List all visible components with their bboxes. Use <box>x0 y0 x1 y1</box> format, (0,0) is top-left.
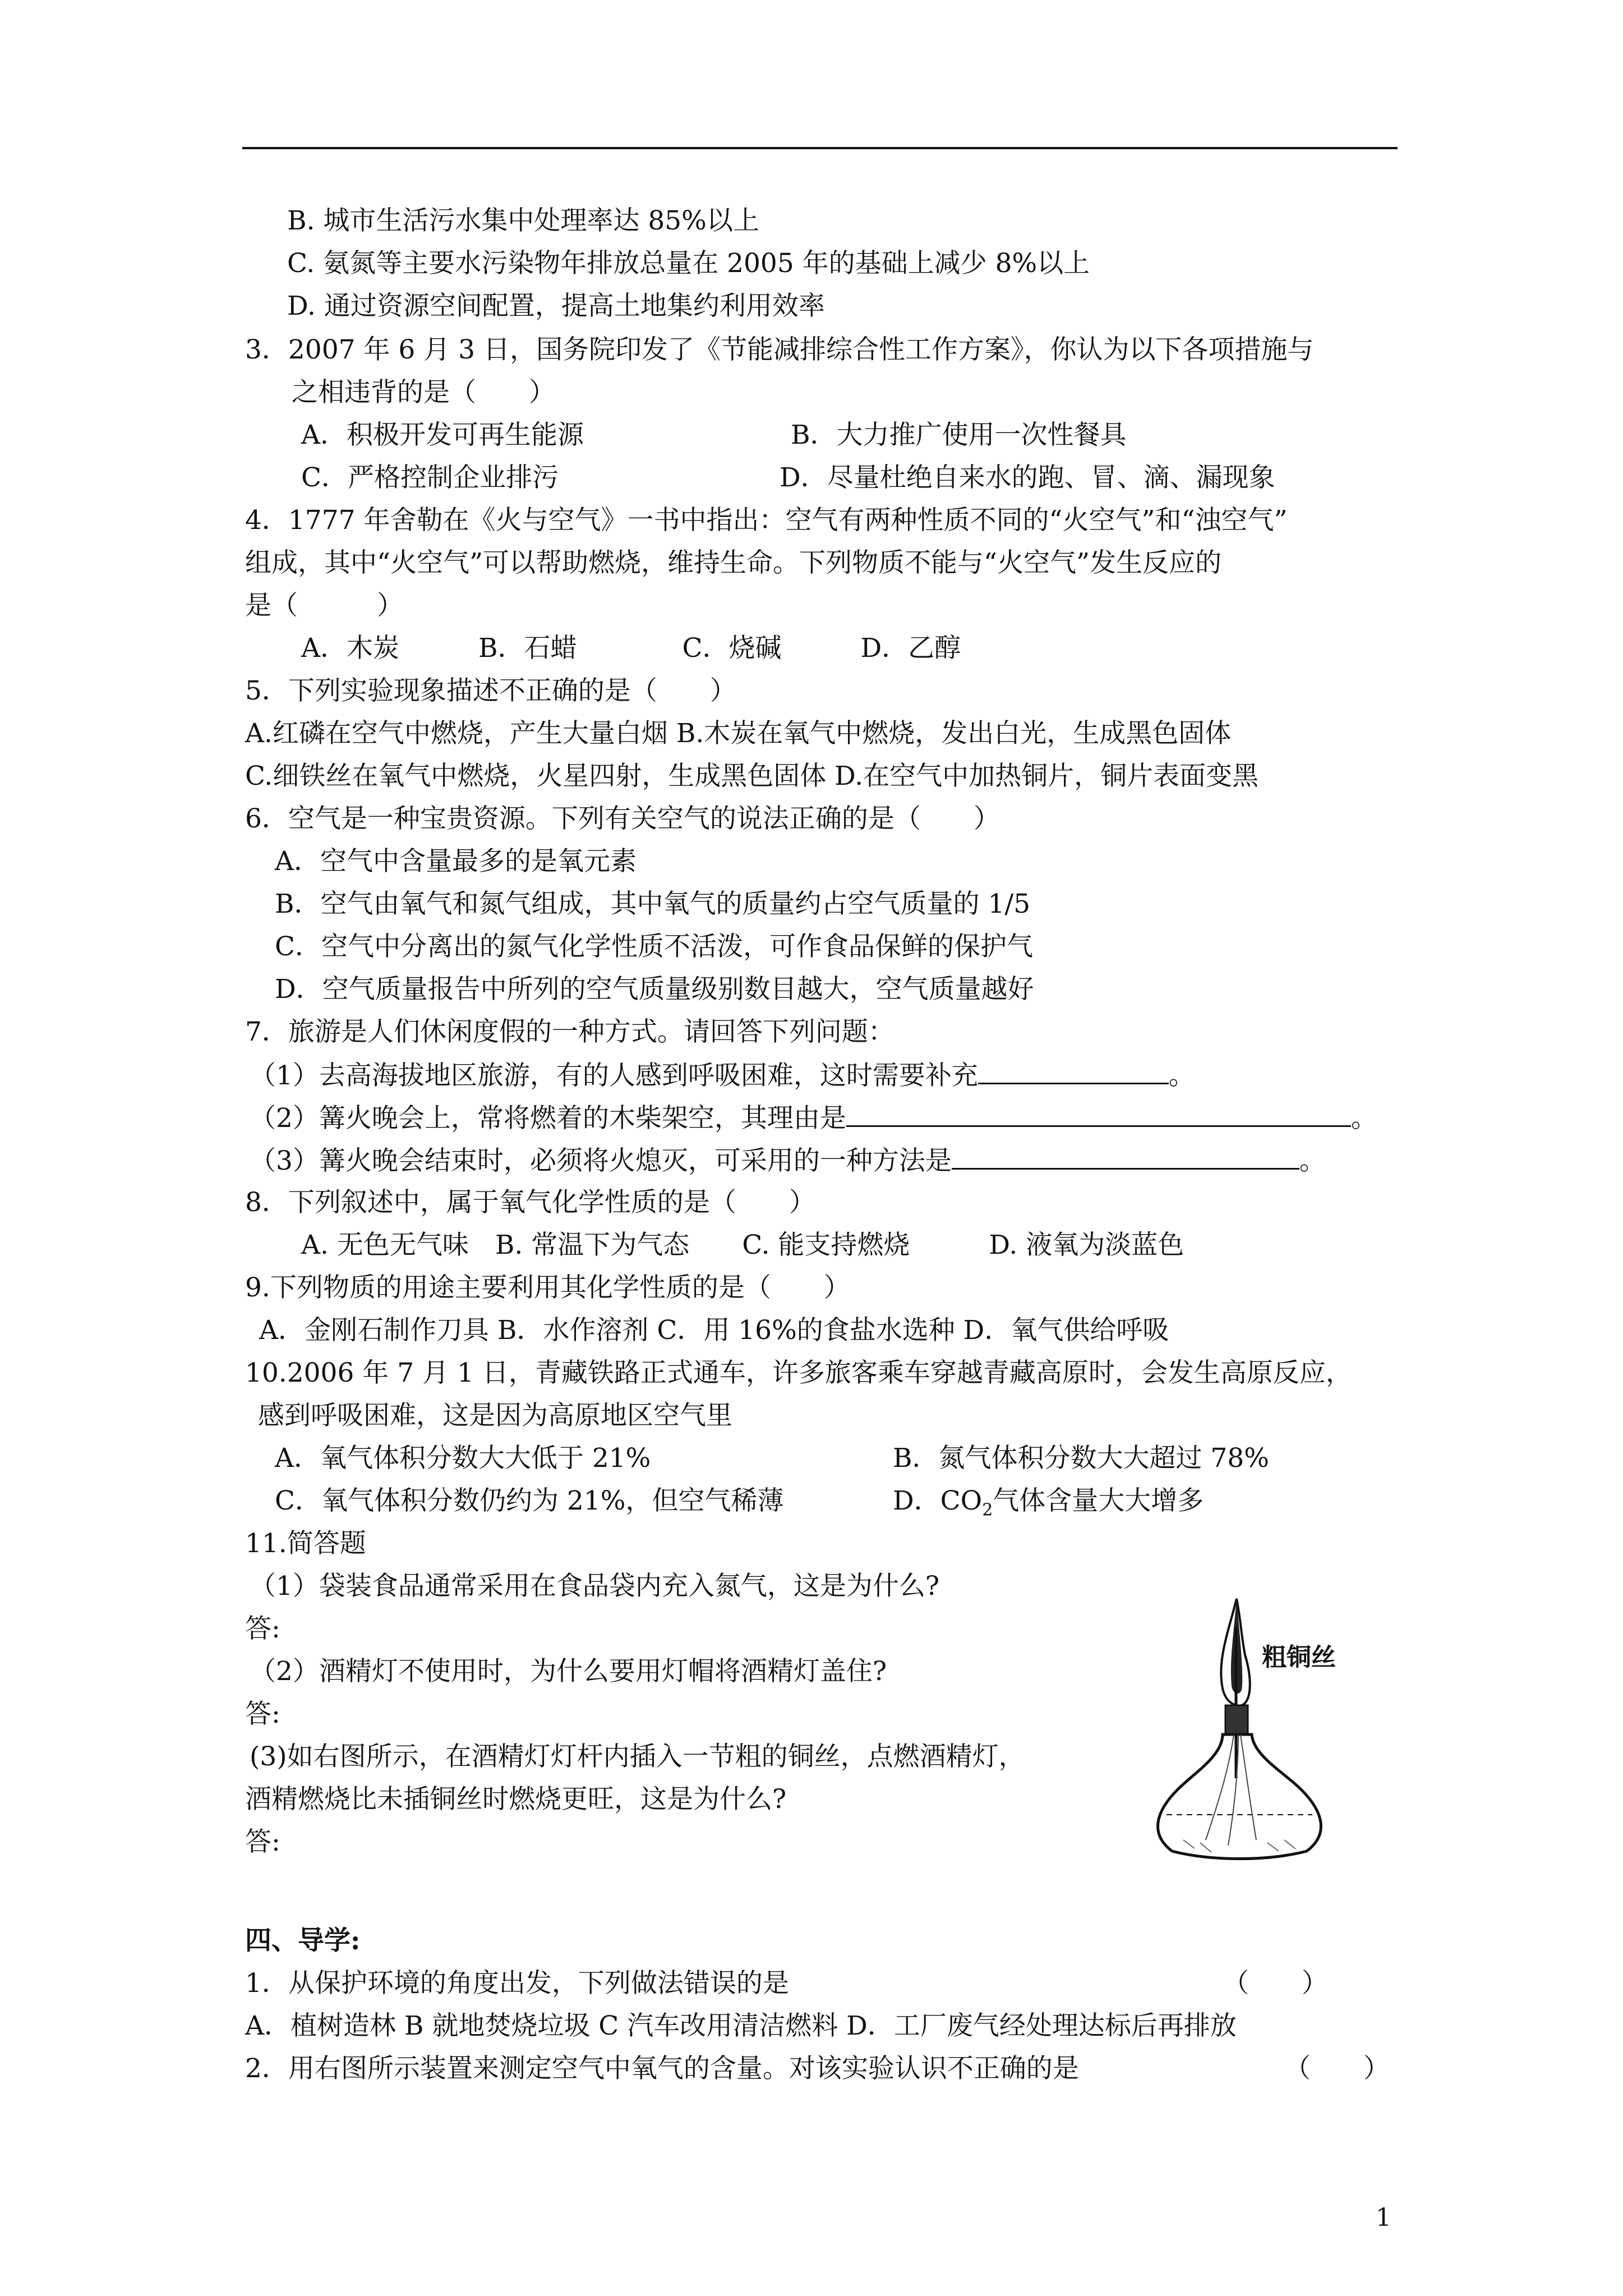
q3-option-d: D．尽量杜绝自来水的跑、冒、滴、漏现象 <box>780 462 1275 493</box>
q2-option-d: D. 通过资源空间配置，提高土地集约利用效率 <box>287 291 825 321</box>
q11-part2: （2）酒精灯不使用时，为什么要用灯帽将酒精灯盖住? <box>250 1656 887 1687</box>
section4-q2: 2．用右图所示装置来测定空气中氧气的含量。对该实验认识不正确的是 <box>245 2053 1079 2084</box>
q5-options-cd: C.细铁丝在氧气中燃烧，火星四射，生成黑色固体 D.在空气中加热铜片，铜片表面变黑 <box>245 761 1259 792</box>
q6-stem: 6．空气是一种宝贵资源。下列有关空气的说法正确的是（ ） <box>245 803 1000 834</box>
q8-options: A. 无色无气味 B. 常温下为气态 C. 能支持燃烧 D. 液氧为淡蓝色 <box>301 1230 1184 1260</box>
q7-part1-blank[interactable] <box>978 1058 1169 1084</box>
q7-part1 <box>250 1058 1195 1093</box>
section4-q1: 1．从保护环境的角度出发，下列做法错误的是 <box>245 1968 789 1999</box>
q11-answer1: 答: <box>245 1613 280 1644</box>
q9-options: A．金刚石制作刀具 B．水作溶剂 C．用 16%的食盐水选种 D．氧气供给呼吸 <box>259 1315 1169 1346</box>
q10-option-c: C．氧气体积分数仍约为 21%，但空气稀薄 <box>275 1485 784 1516</box>
q6-option-c: C．空气中分离出的氮气化学性质不活泼，可作食品保鲜的保护气 <box>275 931 1033 962</box>
q4-stem-line2: 组成，其中“火空气”可以帮助燃烧，维持生命。下列物质不能与“火空气”发生反应的 <box>245 547 1222 578</box>
q10-option-a: A．氧气体积分数大大低于 21% <box>275 1443 651 1474</box>
q11-answer2: 答: <box>245 1699 280 1729</box>
q8-stem: 8．下列叙述中，属于氧气化学性质的是（ ） <box>245 1187 815 1218</box>
section4-heading: 四、导学: <box>245 1925 361 1956</box>
q10-option-d <box>893 1484 1204 1527</box>
q3-stem-line2: 之相违背的是（ ） <box>292 377 555 408</box>
q3-option-c: C．严格控制企业排污 <box>301 462 559 493</box>
q7-part3 <box>250 1143 1326 1178</box>
q7-part2-text: （2）篝火晚会上，常将燃着的木柴架空，其理由是 <box>250 1103 846 1134</box>
q10-stem-line2: 感到呼吸困难，这是因为高原地区空气里 <box>258 1400 732 1431</box>
q3-stem-line1: 3．2007 年 6 月 3 日，国务院印发了《节能减排综合性工作方案》，你认为以下各项措施与 <box>245 334 1314 365</box>
q11-part3-line2: 酒精燃烧比未插铜丝时燃烧更旺，这是为什么? <box>245 1784 787 1815</box>
q6-option-b: B．空气由氧气和氮气组成，其中氧气的质量约占空气质量的 1/5 <box>275 889 1031 919</box>
q11-answer3: 答: <box>245 1826 280 1857</box>
q3-option-b: B．大力推广使用一次性餐具 <box>791 420 1127 450</box>
q5-options-ab: A.红磷在空气中燃烧，产生大量白烟 B.木炭在氧气中燃烧，发出白光，生成黑色固体 <box>245 718 1232 749</box>
q2-option-c: C. 氨氮等主要水污染物年排放总量在 2005 年的基础上减少 8%以上 <box>287 248 1090 279</box>
q11-part1: （1）袋装食品通常采用在食品袋内充入氮气，这是为什么? <box>250 1571 940 1602</box>
q11-part3-line1: (3)如右图所示，在酒精灯灯杆内插入一节粗的铜丝，点燃酒精灯， <box>250 1741 1025 1772</box>
q7-part2-blank[interactable] <box>846 1101 1351 1127</box>
q7-part1-end: 。 <box>1168 1060 1195 1091</box>
q7-part3-blank[interactable] <box>952 1143 1299 1170</box>
q7-stem: 7．旅游是人们休闲度假的一种方式。请回答下列问题： <box>245 1016 895 1047</box>
alcohol-lamp-figure <box>1144 1593 1391 1862</box>
q10-option-d-prefix: D．CO <box>893 1485 983 1516</box>
header-rule <box>242 147 1398 149</box>
q3-option-a: A．积极开发可再生能源 <box>301 420 584 450</box>
section4-q2-paren: （ ） <box>1284 2053 1390 2084</box>
q10-option-d-subscript: 2 <box>982 1500 993 1520</box>
q7-part3-text: （3）篝火晚会结束时，必须将火熄灭，可采用的一种方法是 <box>250 1145 952 1176</box>
q4-stem-line3: 是（ ） <box>245 590 403 621</box>
q5-stem: 5．下列实验现象描述不正确的是（ ） <box>245 675 736 706</box>
q10-option-b: B．氮气体积分数大大超过 78% <box>893 1443 1269 1474</box>
q10-option-d-suffix: 气体含量大大增多 <box>993 1485 1204 1516</box>
section4-q1-paren: （ ） <box>1223 1968 1328 1999</box>
q7-part2 <box>250 1101 1377 1135</box>
q9-stem: 9.下列物质的用途主要利用其化学性质的是（ ） <box>245 1272 850 1303</box>
q6-option-a: A．空气中含量最多的是氧元素 <box>275 846 637 877</box>
section4-q1-options: A．植树造林 B 就地焚烧垃圾 C 汽车改用清洁燃料 D．工厂废气经处理达标后再排放 <box>245 2010 1237 2041</box>
copper-wire-label: 粗铜丝 <box>1262 1643 1336 1672</box>
q7-part2-end: 。 <box>1350 1103 1377 1134</box>
q7-part3-end: 。 <box>1299 1145 1326 1176</box>
q4-stem-line1: 4．1777 年舍勒在《火与空气》一书中指出：空气有两种性质不同的“火空气”和“浊空气” <box>245 505 1288 536</box>
q4-options: A．木炭 B．石蜡 C．烧碱 D．乙醇 <box>301 633 961 664</box>
q6-option-d: D．空气质量报告中所列的空气质量级别数目越大，空气质量越好 <box>275 974 1034 1005</box>
q7-part1-text: （1）去高海拔地区旅游，有的人感到呼吸困难，这时需要补充 <box>250 1060 978 1091</box>
q2-option-b: B. 城市生活污水集中处理率达 85%以上 <box>287 205 759 236</box>
q11-heading: 11.简答题 <box>245 1528 366 1559</box>
q10-stem-line1: 10.2006 年 7 月 1 日，青藏铁路正式通车，许多旅客乘车穿越青藏高原时，会发生高原反应， <box>245 1358 1352 1388</box>
page-number: 1 <box>1376 2203 1391 2232</box>
